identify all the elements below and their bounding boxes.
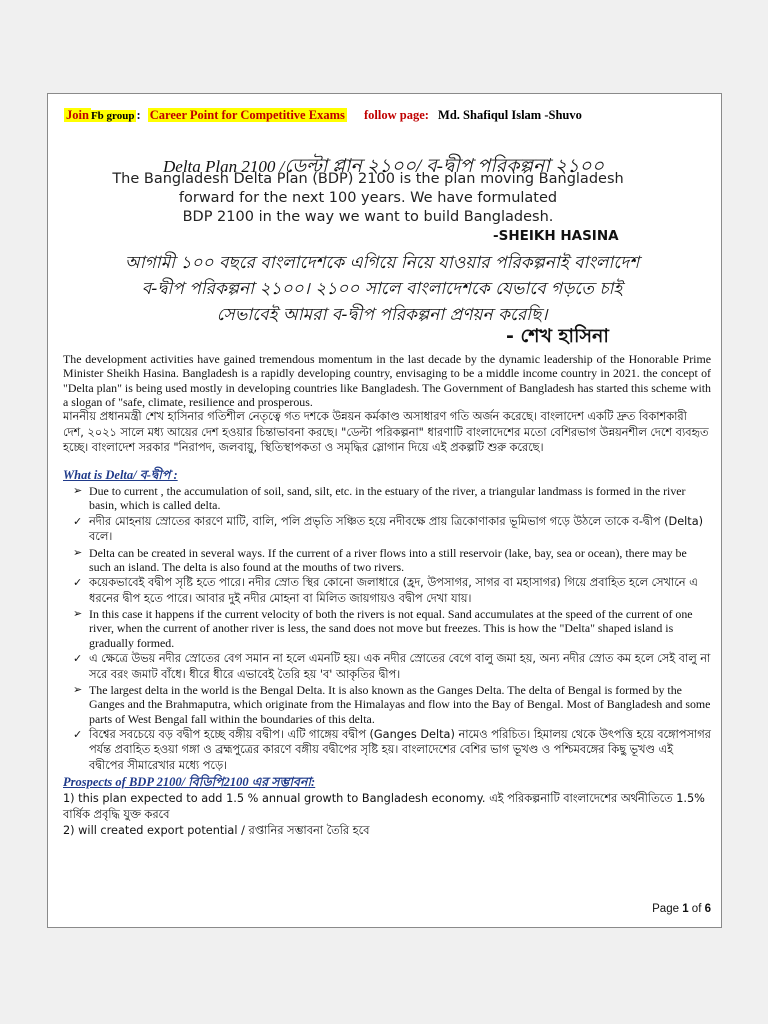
signature-bn: - শেখ হাসিনা: [506, 325, 609, 347]
list-item-text: কয়েকভাবেই বদ্বীপ সৃষ্টি হতে পারে। নদীর স্রোত স্থির কোনো জলাধারে (হ্রদ, উপসাগর, সাগর বা মহাসাগর) গিয়ে প্রবাহিত হলে সেখানে এ ধরনের দ্বীপ হতে পারে। আবার দুই নদীর মোহনা বা মিলিত জায়গায়ও বদ্বীপ দেখা যায়।: [89, 576, 698, 605]
fb-group-label: Fb group: [90, 110, 135, 122]
what-is-delta-heading: What is Delta/ ব-দ্বীপ :: [63, 467, 178, 482]
arrow-bullet-icon: ➢: [73, 546, 83, 559]
list-item-text: In this case it happens if the current velocity of both the rivers is not equal. Sand accumulates at the speed of the current of one river, when the current of another river is less, the sand does not move but freezes. This is how the "Delta" shaped island is gradually formed.: [89, 607, 693, 650]
quote-bn-line: ব-দ্বীপ পরিকল্পনা ২১০০। ২১০০ সালে বাংলাদেশকে যেভাবে গড়তে চাই: [141, 279, 623, 299]
arrow-bullet-icon: ➢: [73, 684, 83, 697]
check-bullet-icon: ✓: [73, 514, 83, 528]
quote-en-line: forward for the next 100 years. We have formulated: [178, 190, 558, 206]
list-item: [73, 514, 711, 545]
quote-bn-line: আগামী ১০০ বছরে বাংলাদেশকে এগিয়ে নিয়ে যাওয়ার পরিকল্পনাই বাংলাদেশ: [124, 253, 640, 273]
quote-bangla: [62, 250, 702, 328]
author-name: Md. Shafiqul Islam -Shuvo: [438, 108, 582, 122]
list-item-text: এ ক্ষেত্রে উভয় নদীর স্রোতের বেগ সমান না হলে এমনটি হয়। এক নদীর স্রোতের বেগে বালু জমা হয়, অন্য নদীর স্রোত কম হলে সেই বালু না সরে বরং জমাট বাঁধে। ধীরে ধীরে এভাবেই তৈরি হয় 'ব' আকৃতির দ্বীপ।: [89, 652, 711, 681]
title-en: Delta Plan 2100 /: [163, 157, 285, 176]
document-page: [47, 93, 722, 928]
page-current: 1: [682, 903, 689, 915]
follow-label: follow page:: [363, 108, 429, 122]
prospect-line: 1) this plan expected to add 1.5 % annual growth to Bangladesh economy. এই পরিকল্পনাটি বাংলাদেশের অর্থনীতিতে 1.5% বার্ষিক প্রবৃদ্ধি যুক্ত করবে: [63, 791, 705, 821]
delta-points-list: [63, 484, 711, 773]
page-label: Page: [652, 903, 679, 915]
join-label: Join: [66, 108, 89, 122]
prospect-line: 2) will created export potential / রপ্তানির সম্ভাবনা তৈরি হবে: [63, 823, 370, 837]
document-body: [63, 352, 711, 839]
list-item: [73, 683, 711, 726]
page-number: [652, 903, 711, 915]
arrow-bullet-icon: ➢: [73, 484, 83, 497]
title-bn: ডেল্টা প্লান ২১০০/ ব-দ্বীপ পরিকল্পনা ২১০০: [284, 156, 604, 177]
page-total: 6: [704, 903, 711, 915]
list-item: [73, 651, 711, 682]
list-item: [73, 607, 711, 650]
list-item: [73, 484, 711, 513]
arrow-bullet-icon: ➢: [73, 608, 83, 621]
promo-header: [64, 108, 582, 123]
list-item-text: Due to current , the accumulation of soil, sand, silt, etc. in the estuary of the river, a triangular landmass is formed in the river basin, which is called delta.: [89, 483, 686, 513]
list-item: [73, 546, 711, 575]
of-label: of: [691, 903, 702, 915]
list-item: [73, 575, 711, 606]
intro-paragraph-en: The development activities have gained tremendous momentum in the last decade by the dynamic leadership of the Honorable Prime Minister Sheikh Hasina. Bangladesh is a rapidly developing country, envisaging to be a middle income country in 2021. the concept of "Delta plan" is being used mostly in developing countries like Bangladesh. The Government of Bangladesh has started this scheme with a slogan of "safe, climate, resilience and prosperous.: [63, 352, 711, 409]
quote-bn-line: সেভাবেই আমরা ব-দ্বীপ পরিকল্পনা প্রণয়ন করেছি।: [216, 305, 548, 325]
header-colon: :: [136, 108, 141, 122]
list-item-text: The largest delta in the world is the Bengal Delta. It is also known as the Ganges Delta. The delta of Bengal is formed by the Ganges and the Brahmaputra, which originate from the Himalayas and flow into the Bay of Bengal. Most of Bangladesh and some parts of West Bengal fall within the boundaries of this delta.: [89, 683, 711, 726]
intro-paragraph-bn: মাননীয় প্রধানমন্ত্রী শেখ হাসিনার গতিশীল নেতৃত্বে গত দশকে উন্নয়ন কর্মকাণ্ড অসাধারণ গতি অর্জন করেছে। বাংলাদেশ একটি দ্রুত বিকাশকারী দেশ, ২০২১ সালে মধ্য আয়ের দেশ হওয়ার চিন্তাভাবনা করছে। "ডেল্টা পরিকল্পনা" ধারণাটি বাংলাদেশের মতো বেশিরভাগ উন্নয়নশীল দেশে ব্যবহৃত হচ্ছে। বাংলাদেশ সরকার "নিরাপদ, জলবায়ু, স্থিতিস্থাপকতা ও সমৃদ্ধির স্লোগান দিয়ে এই প্রকল্পটি শুরু করেছে।: [63, 410, 709, 455]
quote-en-line: BDP 2100 in the way we want to build Bangladesh.: [182, 209, 554, 225]
signature-en: -SHEIKH HASINA: [493, 228, 619, 244]
prospects-heading: Prospects of BDP 2100/ বিডিপি2100 এর সম্ভাবনা:: [63, 775, 316, 790]
check-bullet-icon: ✓: [73, 652, 83, 666]
check-bullet-icon: ✓: [73, 727, 83, 741]
quote-english: [68, 170, 668, 227]
check-bullet-icon: ✓: [73, 576, 83, 590]
list-item-text: Delta can be created in several ways. If the current of a river flows into a still reservoir (lake, bay, sea or ocean), there may be such an island. The delta is also found at the mouths of two rivers.: [89, 545, 687, 574]
list-item-text: নদীর মোহনায় স্রোতের কারণে মাটি, বালি, পলি প্রভৃতি সঞ্চিত হয়ে নদীবক্ষে প্রায় ত্রিকোণাকার ভূমিভাগ গড়ে উঠলে তাকে ব-দ্বীপ (Delta) বলে।: [89, 514, 704, 544]
list-item: [73, 727, 711, 774]
quote-en-line: The Bangladesh Delta Plan (BDP) 2100 is the plan moving Bangladesh: [112, 171, 624, 187]
list-item-text: বিশ্বের সবচেয়ে বড় বদ্বীপ হচ্ছে বঙ্গীয় বদ্বীপ। এটি গাঙ্গেয় বদ্বীপ (Ganges Delta) নামেও পরিচিত। হিমালয় থেকে উৎপত্তি হয়ে বঙ্গোপসাগর পর্যন্ত প্রবাহিত হওয়া গঙ্গা ও ব্রহ্মপুত্রের কারণে বঙ্গীয় বদ্বীপের সৃষ্টি হয়। বাংলাদেশের বেশির ভাগ ভূখণ্ড ও পশ্চিমবঙ্গের কিছু ভূখণ্ড এই বদ্বীপের সীমারেখার মধ্যে পড়ে।: [89, 727, 711, 772]
group-name: Career Point for Competitive Exams: [149, 108, 345, 122]
